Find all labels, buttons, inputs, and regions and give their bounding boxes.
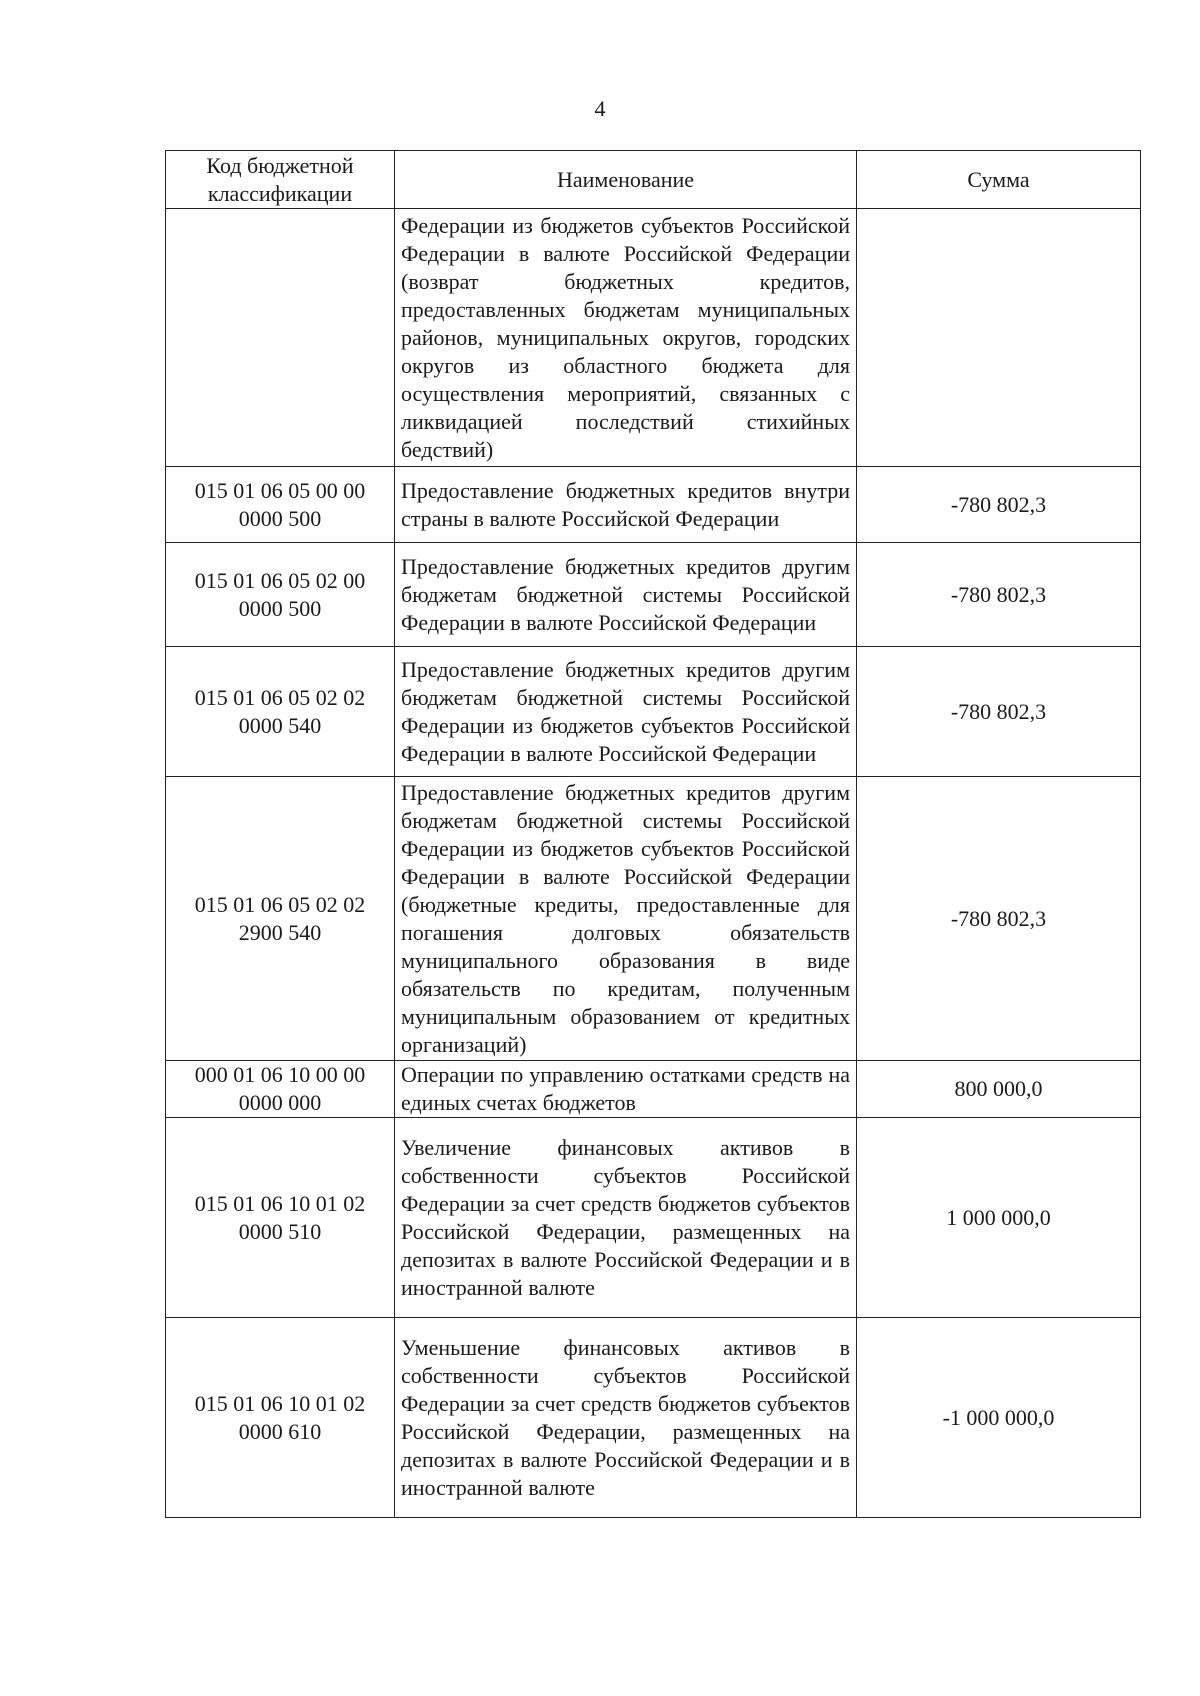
header-code: Код бюджетной классификации [166,151,395,209]
table-row [166,467,1141,543]
row-name: Уменьшение финансовых активов в собственности субъектов Российской Федерации за счет средств бюджетов субъектов Российской Федерации, размещенных на депозитах в валюте Российской Федерации и в иностранной валюте [395,1318,857,1518]
row-code: 015 01 06 10 01 02 0000 510 [166,1118,395,1318]
row-sum: -780 802,3 [857,543,1141,647]
table-row [166,777,1141,1061]
row-name: Предоставление бюджетных кредитов другим бюджетам бюджетной системы Российской Федерации из бюджетов субъектов Российской Федерации в валюте Российской Федерации [395,647,857,777]
row-code: 000 01 06 10 00 00 0000 000 [166,1061,395,1118]
header-sum: Сумма [857,151,1141,209]
row-sum: 800 000,0 [857,1061,1141,1118]
row-sum: -780 802,3 [857,647,1141,777]
row-code: 015 01 06 05 02 00 0000 500 [166,543,395,647]
table-row [166,543,1141,647]
row-code: 015 01 06 05 02 02 2900 540 [166,777,395,1061]
header-row [166,151,1141,209]
row-sum [857,209,1141,467]
row-name: Предоставление бюджетных кредитов другим бюджетам бюджетной системы Российской Федерации в валюте Российской Федерации [395,543,857,647]
row-code: 015 01 06 10 01 02 0000 610 [166,1318,395,1518]
page-number: 4 [594,96,606,121]
table-header [166,151,1141,209]
row-sum: 1 000 000,0 [857,1118,1141,1318]
row-name: Операции по управлению остатками средств на единых счетах бюджетов [395,1061,857,1118]
row-name: Предоставление бюджетных кредитов другим бюджетам бюджетной системы Российской Федерации из бюджетов субъектов Российской Федерации в валюте Российской Федерации (бюджетные кредиты, предоставленные для погашения долговых обязательств муниципального образования в виде обязательств по кредитам, полученным муниципальным образованием от кредитных организаций) [395,777,857,1061]
table-row [166,1061,1141,1118]
row-sum: -780 802,3 [857,777,1141,1061]
row-code: 015 01 06 05 02 02 0000 540 [166,647,395,777]
table-row [166,647,1141,777]
table-body [166,209,1141,1518]
header-name: Наименование [395,151,857,209]
row-name: Федерации из бюджетов субъектов Российской Федерации в валюте Российской Федерации (возврат бюджетных кредитов, предоставленных бюджетам муниципальных районов, муниципальных округов, городских округов из областного бюджета для осуществления мероприятий, связанных с ликвидацией последствий стихийных бедствий) [395,209,857,467]
row-code: 015 01 06 05 00 00 0000 500 [166,467,395,543]
row-code [166,209,395,467]
row-name: Увеличение финансовых активов в собственности субъектов Российской Федерации за счет средств бюджетов субъектов Российской Федерации, размещенных на депозитах в валюте Российской Федерации и в иностранной валюте [395,1118,857,1318]
row-sum: -1 000 000,0 [857,1318,1141,1518]
row-sum: -780 802,3 [857,467,1141,543]
table-row [166,1318,1141,1518]
table-row [166,209,1141,467]
row-name: Предоставление бюджетных кредитов внутри страны в валюте Российской Федерации [395,467,857,543]
table-row [166,1118,1141,1318]
budget-classification-table [165,150,1141,1518]
